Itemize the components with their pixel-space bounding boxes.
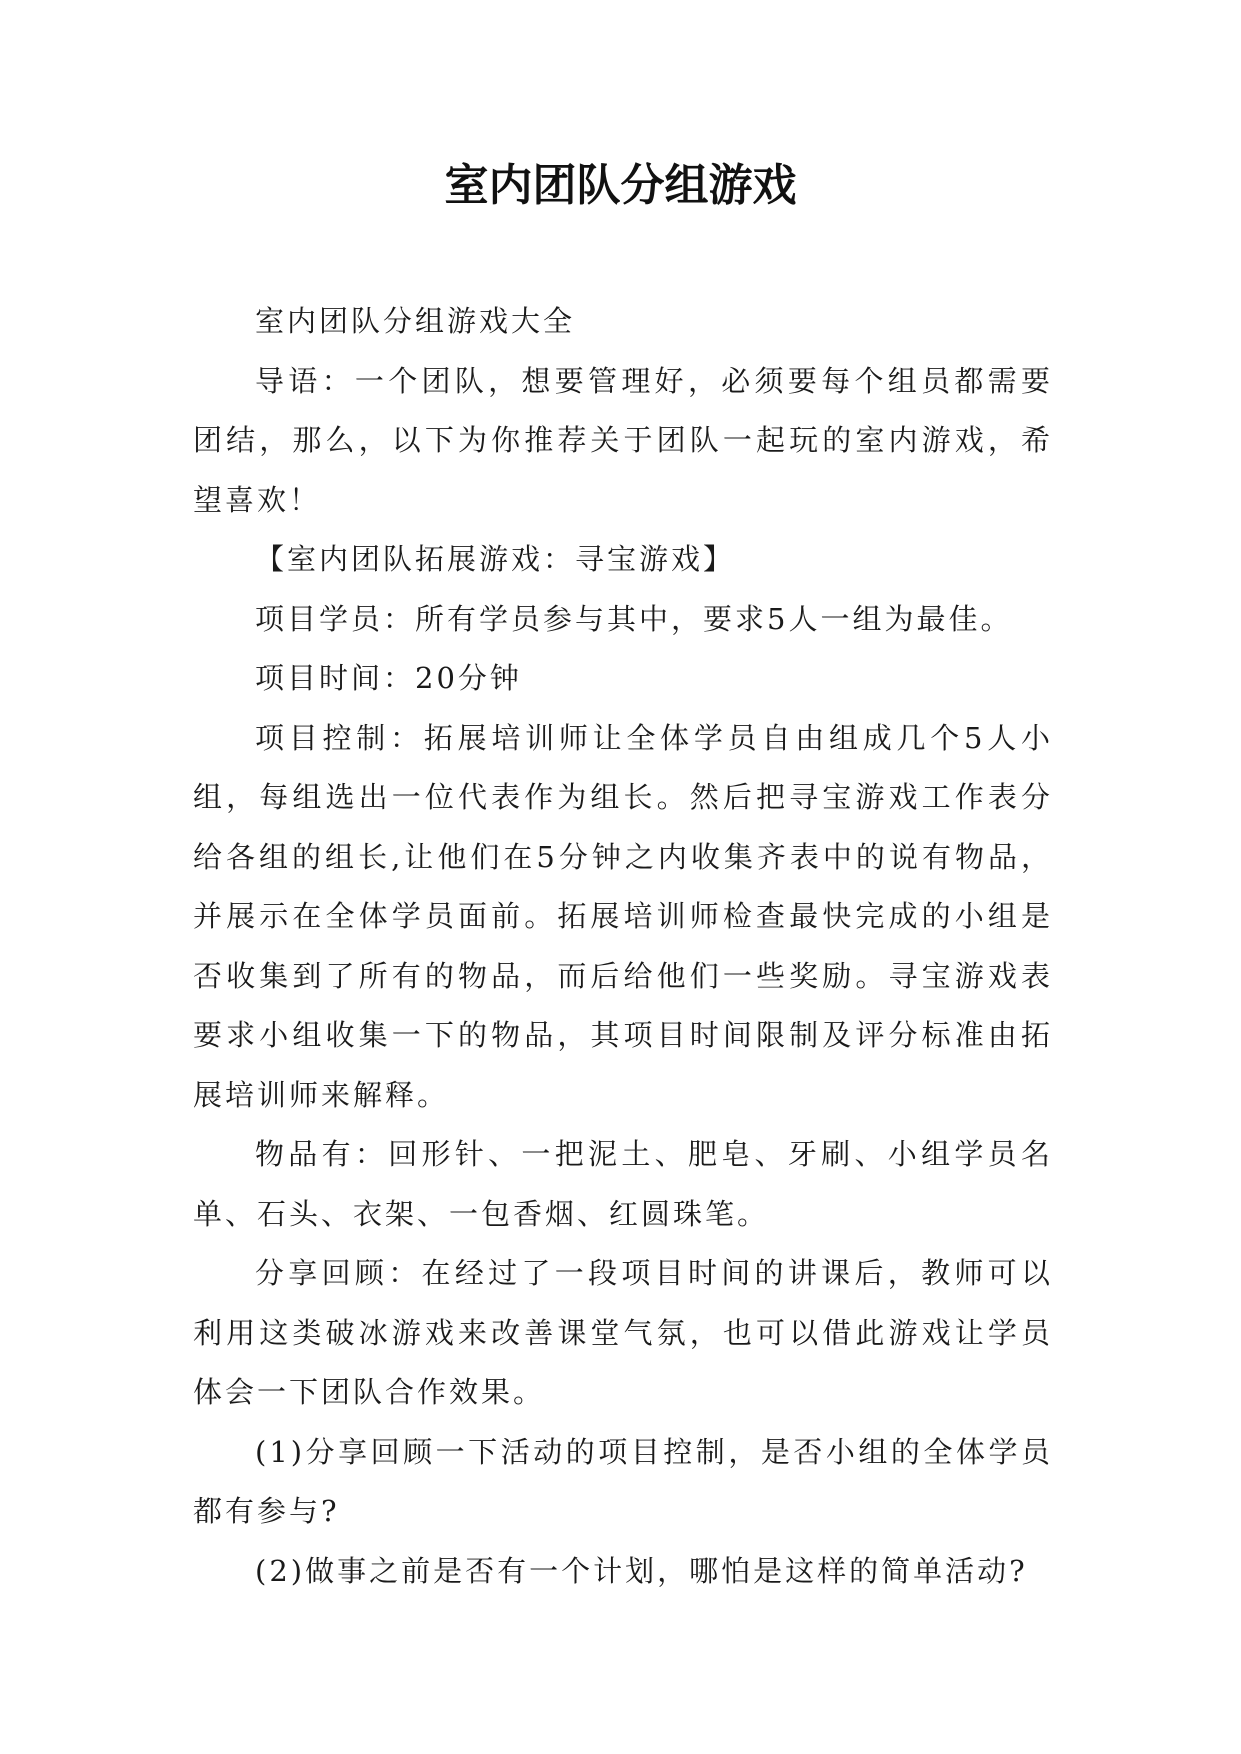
paragraph-heading: 室内团队分组游戏大全 <box>255 304 576 338</box>
paragraph-participants: 项目学员：所有学员参与其中，要求5人一组为最佳。 <box>255 601 1013 636</box>
document-body <box>193 292 1053 1601</box>
paragraph-question-2: (2)做事之前是否有一个计划，哪怕是这样的简单活动? <box>255 1553 1028 1588</box>
document-title: 室内团队分组游戏 <box>444 160 797 211</box>
paragraph-control: 项目控制：拓展培训师让全体学员自由组成几个5人小组，每组选出一位代表作为组长。然后把寻宝游戏工作表分给各组的组长,让他们在5分钟之内收集齐表中的说有物品，并展示在全体学员面前。拓展培训师检查最快完成的小组是否收集到了所有的物品，而后给他们一些奖励。寻宝游戏表要求小组收集一下的物品，其项目时间限制及评分标准由拓展培训师来解释。 <box>193 720 1053 1112</box>
paragraph-review: 分享回顾：在经过了一段项目时间的讲课后，教师可以利用这类破冰游戏来改善课堂气氛，也可以借此游戏让学员体会一下团队合作效果。 <box>193 1256 1053 1409</box>
paragraph-duration: 项目时间：20分钟 <box>255 661 522 695</box>
paragraph-intro: 导语：一个团队，想要管理好，必须要每个组员都需要团结，那么，以下为你推荐关于团队一起玩的室内游戏，希望喜欢！ <box>193 363 1053 517</box>
paragraph-section-title: 【室内团队拓展游戏：寻宝游戏】 <box>255 542 736 576</box>
paragraph-question-1: (1)分享回顾一下活动的项目控制，是否小组的全体学员都有参与? <box>193 1434 1053 1528</box>
paragraph-items: 物品有：回形针、一把泥土、肥皂、牙刷、小组学员名单、石头、衣架、一包香烟、红圆珠笔。 <box>193 1137 1053 1231</box>
